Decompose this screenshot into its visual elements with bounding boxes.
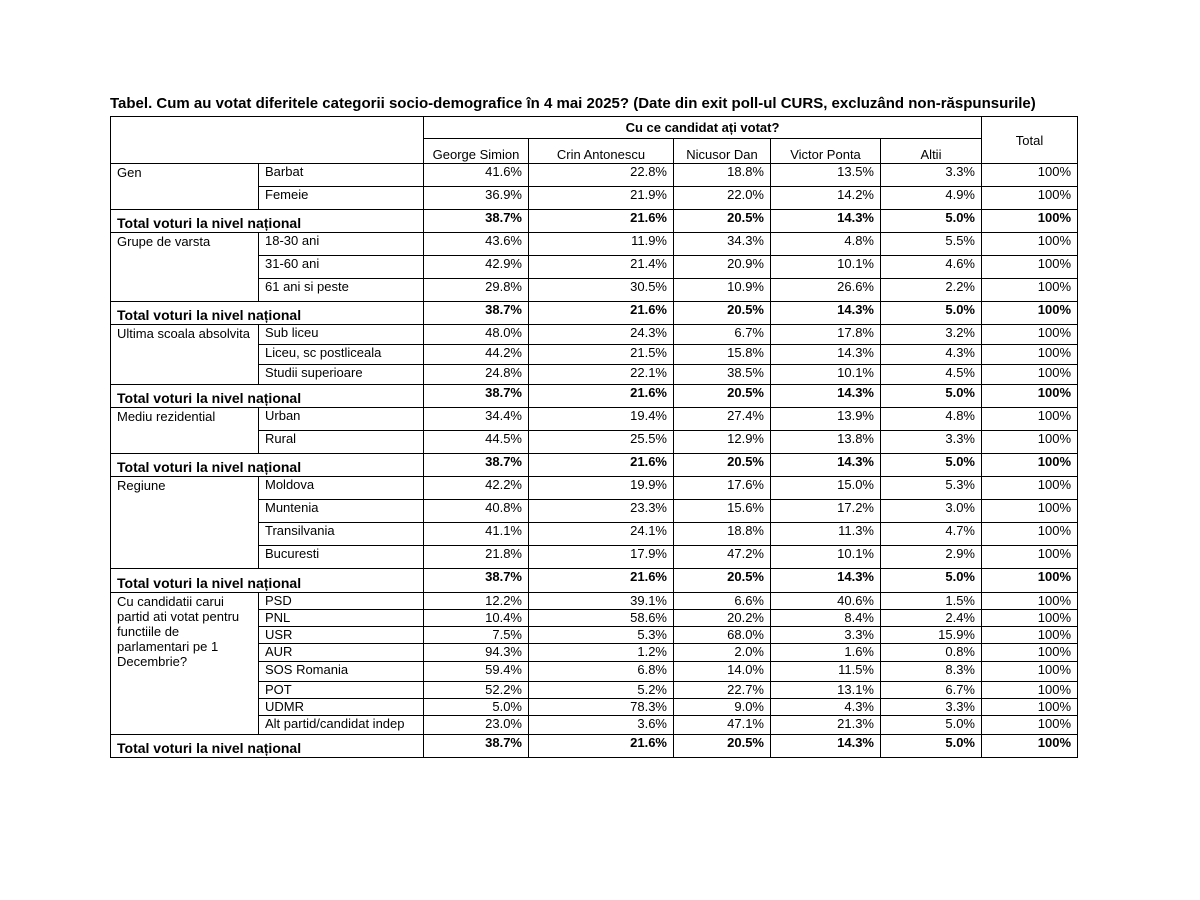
row-label: Barbat — [259, 164, 424, 187]
row-label: AUR — [259, 644, 424, 662]
total-value-cell: 21.6% — [529, 210, 674, 233]
value-cell: 6.7% — [674, 325, 771, 345]
value-cell: 15.9% — [881, 627, 982, 644]
total-value-cell: 5.0% — [881, 385, 982, 408]
value-cell: 11.3% — [771, 523, 881, 546]
value-cell: 10.1% — [771, 546, 881, 569]
value-cell: 24.3% — [529, 325, 674, 345]
value-cell: 4.3% — [771, 699, 881, 716]
value-cell: 5.2% — [529, 682, 674, 699]
value-cell: 30.5% — [529, 279, 674, 302]
value-cell: 13.9% — [771, 408, 881, 431]
total-value-cell: 100% — [982, 569, 1078, 593]
value-cell: 12.2% — [424, 593, 529, 610]
question-header: Cu ce candidat ați votat? — [424, 117, 982, 139]
value-cell: 26.6% — [771, 279, 881, 302]
value-cell: 4.7% — [881, 523, 982, 546]
value-cell: 12.9% — [674, 431, 771, 454]
value-cell: 100% — [982, 187, 1078, 210]
value-cell: 100% — [982, 279, 1078, 302]
candidate-header: George Simion — [424, 139, 529, 164]
value-cell: 13.1% — [771, 682, 881, 699]
value-cell: 34.3% — [674, 233, 771, 256]
value-cell: 34.4% — [424, 408, 529, 431]
value-cell: 23.3% — [529, 500, 674, 523]
total-value-cell: 38.7% — [424, 454, 529, 477]
value-cell: 14.0% — [674, 662, 771, 682]
value-cell: 100% — [982, 546, 1078, 569]
value-cell: 23.0% — [424, 716, 529, 735]
value-cell: 22.0% — [674, 187, 771, 210]
national-total-row — [111, 385, 1078, 408]
value-cell: 21.3% — [771, 716, 881, 735]
value-cell: 19.9% — [529, 477, 674, 500]
value-cell: 100% — [982, 365, 1078, 385]
value-cell: 100% — [982, 164, 1078, 187]
value-cell: 78.3% — [529, 699, 674, 716]
header-blank-cell — [111, 117, 424, 164]
value-cell: 21.9% — [529, 187, 674, 210]
value-cell: 20.9% — [674, 256, 771, 279]
candidate-header: Nicusor Dan — [674, 139, 771, 164]
table-row — [111, 477, 1078, 500]
row-label: Muntenia — [259, 500, 424, 523]
value-cell: 8.3% — [881, 662, 982, 682]
value-cell: 10.9% — [674, 279, 771, 302]
total-header: Total — [982, 117, 1078, 164]
total-label: Total voturi la nivel național — [111, 569, 424, 593]
row-label: Rural — [259, 431, 424, 454]
group-label: Cu candidatii carui partid ati votat pentru functiile de parlamentari pe 1 Decembrie? — [111, 593, 259, 735]
value-cell: 100% — [982, 325, 1078, 345]
value-cell: 4.3% — [881, 345, 982, 365]
value-cell: 52.2% — [424, 682, 529, 699]
value-cell: 1.2% — [529, 644, 674, 662]
value-cell: 3.3% — [881, 164, 982, 187]
row-label: Bucuresti — [259, 546, 424, 569]
value-cell: 5.3% — [881, 477, 982, 500]
value-cell: 58.6% — [529, 610, 674, 627]
value-cell: 29.8% — [424, 279, 529, 302]
value-cell: 8.4% — [771, 610, 881, 627]
value-cell: 10.1% — [771, 365, 881, 385]
value-cell: 27.4% — [674, 408, 771, 431]
national-total-row — [111, 569, 1078, 593]
row-label: 61 ani si peste — [259, 279, 424, 302]
row-label: Femeie — [259, 187, 424, 210]
value-cell: 5.0% — [881, 716, 982, 735]
value-cell: 3.3% — [881, 699, 982, 716]
value-cell: 100% — [982, 523, 1078, 546]
row-label: Moldova — [259, 477, 424, 500]
total-value-cell: 20.5% — [674, 385, 771, 408]
value-cell: 22.7% — [674, 682, 771, 699]
value-cell: 1.6% — [771, 644, 881, 662]
total-value-cell: 20.5% — [674, 210, 771, 233]
row-label: 31-60 ani — [259, 256, 424, 279]
value-cell: 13.5% — [771, 164, 881, 187]
table-row — [111, 593, 1078, 610]
value-cell: 38.5% — [674, 365, 771, 385]
total-label: Total voturi la nivel național — [111, 302, 424, 325]
value-cell: 20.2% — [674, 610, 771, 627]
value-cell: 19.4% — [529, 408, 674, 431]
total-value-cell: 21.6% — [529, 569, 674, 593]
value-cell: 100% — [982, 500, 1078, 523]
value-cell: 9.0% — [674, 699, 771, 716]
total-value-cell: 20.5% — [674, 735, 771, 758]
value-cell: 22.1% — [529, 365, 674, 385]
value-cell: 15.0% — [771, 477, 881, 500]
total-value-cell: 5.0% — [881, 302, 982, 325]
group-label: Grupe de varsta — [111, 233, 259, 302]
value-cell: 15.6% — [674, 500, 771, 523]
value-cell: 59.4% — [424, 662, 529, 682]
value-cell: 100% — [982, 644, 1078, 662]
value-cell: 47.1% — [674, 716, 771, 735]
total-value-cell: 20.5% — [674, 569, 771, 593]
value-cell: 2.0% — [674, 644, 771, 662]
value-cell: 5.5% — [881, 233, 982, 256]
value-cell: 0.8% — [881, 644, 982, 662]
value-cell: 100% — [982, 431, 1078, 454]
total-label: Total voturi la nivel național — [111, 454, 424, 477]
value-cell: 13.8% — [771, 431, 881, 454]
value-cell: 41.6% — [424, 164, 529, 187]
value-cell: 1.5% — [881, 593, 982, 610]
row-label: PSD — [259, 593, 424, 610]
total-value-cell: 14.3% — [771, 454, 881, 477]
value-cell: 40.6% — [771, 593, 881, 610]
exit-poll-table — [110, 116, 1078, 758]
value-cell: 4.6% — [881, 256, 982, 279]
value-cell: 2.2% — [881, 279, 982, 302]
value-cell: 43.6% — [424, 233, 529, 256]
total-value-cell: 100% — [982, 735, 1078, 758]
table-row — [111, 233, 1078, 256]
value-cell: 100% — [982, 699, 1078, 716]
total-value-cell: 21.6% — [529, 385, 674, 408]
value-cell: 6.6% — [674, 593, 771, 610]
row-label: Alt partid/candidat indep — [259, 716, 424, 735]
row-label: PNL — [259, 610, 424, 627]
group-label: Gen — [111, 164, 259, 210]
total-value-cell: 38.7% — [424, 569, 529, 593]
total-label: Total voturi la nivel național — [111, 385, 424, 408]
total-value-cell: 20.5% — [674, 302, 771, 325]
value-cell: 18.8% — [674, 164, 771, 187]
value-cell: 42.2% — [424, 477, 529, 500]
value-cell: 100% — [982, 233, 1078, 256]
total-value-cell: 5.0% — [881, 210, 982, 233]
value-cell: 5.3% — [529, 627, 674, 644]
header-row — [111, 117, 1078, 139]
value-cell: 3.2% — [881, 325, 982, 345]
value-cell: 94.3% — [424, 644, 529, 662]
value-cell: 14.2% — [771, 187, 881, 210]
total-value-cell: 5.0% — [881, 735, 982, 758]
total-value-cell: 21.6% — [529, 454, 674, 477]
total-value-cell: 5.0% — [881, 454, 982, 477]
value-cell: 3.3% — [771, 627, 881, 644]
value-cell: 100% — [982, 593, 1078, 610]
total-value-cell: 5.0% — [881, 569, 982, 593]
group-label: Regiune — [111, 477, 259, 569]
value-cell: 17.8% — [771, 325, 881, 345]
value-cell: 4.8% — [771, 233, 881, 256]
total-value-cell: 20.5% — [674, 454, 771, 477]
value-cell: 15.8% — [674, 345, 771, 365]
row-label: SOS Romania — [259, 662, 424, 682]
row-label: Sub liceu — [259, 325, 424, 345]
value-cell: 100% — [982, 408, 1078, 431]
value-cell: 44.2% — [424, 345, 529, 365]
total-label: Total voturi la nivel național — [111, 210, 424, 233]
value-cell: 7.5% — [424, 627, 529, 644]
value-cell: 6.7% — [881, 682, 982, 699]
table-row — [111, 164, 1078, 187]
value-cell: 17.6% — [674, 477, 771, 500]
group-label: Ultima scoala absolvita — [111, 325, 259, 385]
value-cell: 100% — [982, 345, 1078, 365]
value-cell: 100% — [982, 627, 1078, 644]
total-label: Total voturi la nivel național — [111, 735, 424, 758]
value-cell: 100% — [982, 662, 1078, 682]
total-value-cell: 38.7% — [424, 210, 529, 233]
value-cell: 5.0% — [424, 699, 529, 716]
value-cell: 2.9% — [881, 546, 982, 569]
table-row — [111, 325, 1078, 345]
value-cell: 21.8% — [424, 546, 529, 569]
row-label: Transilvania — [259, 523, 424, 546]
value-cell: 47.2% — [674, 546, 771, 569]
value-cell: 14.3% — [771, 345, 881, 365]
value-cell: 100% — [982, 256, 1078, 279]
value-cell: 18.8% — [674, 523, 771, 546]
value-cell: 3.6% — [529, 716, 674, 735]
value-cell: 22.8% — [529, 164, 674, 187]
value-cell: 6.8% — [529, 662, 674, 682]
total-value-cell: 14.3% — [771, 735, 881, 758]
value-cell: 41.1% — [424, 523, 529, 546]
row-label: 18-30 ani — [259, 233, 424, 256]
value-cell: 36.9% — [424, 187, 529, 210]
row-label: Liceu, sc postliceala — [259, 345, 424, 365]
value-cell: 100% — [982, 477, 1078, 500]
total-value-cell: 14.3% — [771, 302, 881, 325]
row-label: Studii superioare — [259, 365, 424, 385]
value-cell: 39.1% — [529, 593, 674, 610]
value-cell: 4.9% — [881, 187, 982, 210]
value-cell: 2.4% — [881, 610, 982, 627]
row-label: UDMR — [259, 699, 424, 716]
value-cell: 24.8% — [424, 365, 529, 385]
total-value-cell: 14.3% — [771, 569, 881, 593]
value-cell: 11.9% — [529, 233, 674, 256]
value-cell: 21.4% — [529, 256, 674, 279]
value-cell: 10.4% — [424, 610, 529, 627]
value-cell: 100% — [982, 716, 1078, 735]
value-cell: 100% — [982, 682, 1078, 699]
value-cell: 44.5% — [424, 431, 529, 454]
national-total-row — [111, 735, 1078, 758]
candidate-header: Altii — [881, 139, 982, 164]
national-total-row — [111, 210, 1078, 233]
row-label: Urban — [259, 408, 424, 431]
group-label: Mediu rezidential — [111, 408, 259, 454]
value-cell: 68.0% — [674, 627, 771, 644]
row-label: POT — [259, 682, 424, 699]
value-cell: 100% — [982, 610, 1078, 627]
value-cell: 4.8% — [881, 408, 982, 431]
value-cell: 11.5% — [771, 662, 881, 682]
total-value-cell: 100% — [982, 210, 1078, 233]
value-cell: 10.1% — [771, 256, 881, 279]
value-cell: 21.5% — [529, 345, 674, 365]
row-label: USR — [259, 627, 424, 644]
total-value-cell: 100% — [982, 385, 1078, 408]
table-caption: Tabel. Cum au votat diferitele categorii socio-demografice în 4 mai 2025? (Date din exit poll-ul CURS, excluzând non-răspunsurile) — [110, 95, 1036, 112]
candidate-header: Crin Antonescu — [529, 139, 674, 164]
value-cell: 4.5% — [881, 365, 982, 385]
total-value-cell: 14.3% — [771, 210, 881, 233]
total-value-cell: 38.7% — [424, 302, 529, 325]
national-total-row — [111, 454, 1078, 477]
total-value-cell: 14.3% — [771, 385, 881, 408]
value-cell: 17.2% — [771, 500, 881, 523]
value-cell: 42.9% — [424, 256, 529, 279]
table-row — [111, 408, 1078, 431]
national-total-row — [111, 302, 1078, 325]
total-value-cell: 100% — [982, 454, 1078, 477]
value-cell: 25.5% — [529, 431, 674, 454]
value-cell: 24.1% — [529, 523, 674, 546]
total-value-cell: 21.6% — [529, 302, 674, 325]
value-cell: 17.9% — [529, 546, 674, 569]
total-value-cell: 21.6% — [529, 735, 674, 758]
candidate-header: Victor Ponta — [771, 139, 881, 164]
total-value-cell: 100% — [982, 302, 1078, 325]
value-cell: 3.3% — [881, 431, 982, 454]
value-cell: 3.0% — [881, 500, 982, 523]
total-value-cell: 38.7% — [424, 735, 529, 758]
total-value-cell: 38.7% — [424, 385, 529, 408]
value-cell: 48.0% — [424, 325, 529, 345]
value-cell: 40.8% — [424, 500, 529, 523]
